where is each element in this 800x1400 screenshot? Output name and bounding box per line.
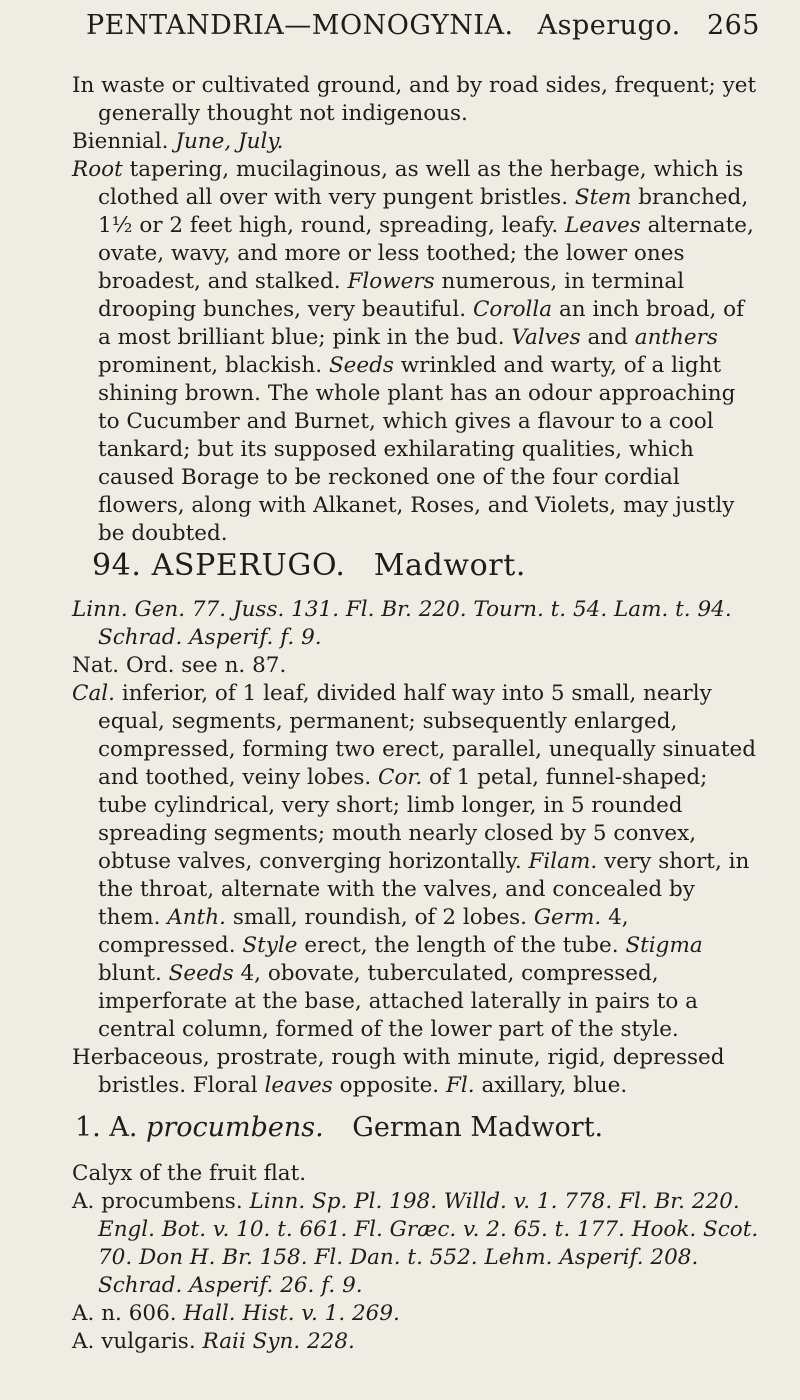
header-genus: Asperugo. <box>537 10 681 41</box>
anthers-text: small, roundish, of 2 lobes. <box>232 905 528 930</box>
genus-habit <box>72 1044 762 1100</box>
seeds-label: Seeds <box>328 353 394 378</box>
filaments-label: Filam. <box>528 849 598 874</box>
style-label: Style <box>242 933 298 958</box>
species-heading <box>75 1112 603 1143</box>
corolla-label: Cor. <box>378 765 423 790</box>
natural-order: Nat. Ord. see n. 87. <box>72 653 287 678</box>
stem-label: Stem <box>574 185 632 210</box>
corolla-text: an inch broad, of a most brilliant blue; pink in the bud. <box>98 297 745 350</box>
species-number: 1. A. <box>75 1112 138 1143</box>
species-name: procumbens. <box>146 1112 324 1143</box>
corolla-text: of 1 petal, funnel-shaped; tube cylindrical, very short; limb longer, in 5 rounded spreading segments; mouth nearly closed by 5 convex, obtuse valves, converging horizontally. <box>98 765 708 874</box>
flowers-label: Flowers <box>347 269 435 294</box>
seeds-text: wrinkled and warty, of a light shining brown. The whole plant has an odour approaching to Cucumber and Burnet, which gives a flavour to a cool tankard; but its supposed exhilarating qualities, which caused Borage to be reckoned one of the four cordial flowers, along with Alkanet, Roses, and Violets, may justly be doubted. <box>98 353 736 546</box>
genus-section <box>72 596 762 1100</box>
calyx-text: inferior, of 1 leaf, divided half way into 5 small, nearly equal, segments, permanent; subsequently enlarged, compressed, forming two erect, parallel, unequally sinuated and toothed, veiny lobes. <box>98 681 756 790</box>
running-title: PENTANDRIA—MONOGYNIA. <box>86 10 514 41</box>
synonym-3 <box>72 1328 762 1356</box>
stem-text: branched, 1½ or 2 feet high, round, spreading, leafy. <box>98 185 749 238</box>
synonym-name: A. n. 606. <box>72 1301 177 1326</box>
germen-text: 4, compressed. <box>98 905 629 958</box>
root-label: Root <box>72 157 123 182</box>
page-header <box>86 10 760 41</box>
seeds-text: 4, obovate, tuberculated, compressed, imperforate at the base, attached laterally in pairs to a central column, formed of the lower part of the style. <box>98 961 698 1042</box>
page-number: 265 <box>706 10 760 41</box>
description-paragraph <box>72 156 762 548</box>
genus-number: 94. <box>92 548 142 583</box>
stigma-text: blunt. <box>98 961 162 986</box>
leaves-text: alternate, ovate, wavy, and more or less toothed; the lower ones broadest, and stalked. <box>98 213 754 294</box>
species-common-name: German Madwort. <box>352 1112 604 1143</box>
species-diagnosis: Calyx of the fruit flat. <box>72 1161 307 1186</box>
valves-text: prominent, blackish. <box>98 353 323 378</box>
stigma-label: Stigma <box>625 933 703 958</box>
synonym-name: A. procumbens. <box>72 1189 243 1214</box>
filaments-text: very short, in the throat, alternate with the valves, and concealed by them. <box>98 849 750 930</box>
habit-opposite: opposite. <box>339 1073 440 1098</box>
species-section <box>72 1160 762 1356</box>
habit-leaves: leaves <box>264 1073 333 1098</box>
duration-paragraph <box>72 128 762 156</box>
genus-heading <box>92 548 526 583</box>
anthers-label: Anth. <box>167 905 226 930</box>
valves-label: Valves <box>511 325 581 350</box>
genus-common-name: Madwort. <box>373 548 526 583</box>
habit-flowers: axillary, blue. <box>481 1073 628 1098</box>
leaves-label: Leaves <box>565 213 641 238</box>
synonym-references: Hall. Hist. v. 1. 269. <box>183 1301 400 1326</box>
flowers-text: numerous, in terminal drooping bunches, very beautiful. <box>98 269 685 322</box>
synonym-name: A. vulgaris. <box>72 1329 196 1354</box>
root-text: tapering, mucilaginous, as well as the herbage, which is clothed all over with very pungent bristles. <box>98 157 744 210</box>
synonym-references: Raii Syn. 228. <box>202 1329 355 1354</box>
synonym-references: Linn. Sp. Pl. 198. Willd. v. 1. 778. Fl. Br. 220. Engl. Bot. v. 10. t. 661. Fl. Græc. v. 2. 65. t. 177. Hook. Scot. 70. Don H. Br. 158. Fl. Dan. t. 552. Lehm. Asperif. 208. Schrad. Asperif. 26. f. 9. <box>98 1189 759 1298</box>
genus-name: ASPERUGO. <box>151 548 346 583</box>
seeds-label: Seeds <box>168 961 234 986</box>
habitat-paragraph: In waste or cultivated ground, and by road sides, frequent; yet generally thought not indigenous. <box>72 73 757 126</box>
germen-label: Germ. <box>533 905 602 930</box>
synonym-2 <box>72 1300 762 1328</box>
genus-references: Linn. Gen. 77. Juss. 131. Fl. Br. 220. Tourn. t. 54. Lam. t. 94. Schrad. Asperif. f. 9. <box>72 597 732 650</box>
anthers-label: anthers <box>634 325 718 350</box>
valves-and: and <box>587 325 628 350</box>
calyx-label: Cal. <box>72 681 115 706</box>
habit-fl-label: Fl. <box>446 1073 475 1098</box>
borage-section <box>72 72 762 548</box>
flowering-time: June, July. <box>175 129 284 154</box>
style-text: erect, the length of the tube. <box>304 933 619 958</box>
duration-label: Biennial. <box>72 129 169 154</box>
generic-characters <box>72 680 762 1044</box>
habit-text: Herbaceous, prostrate, rough with minute, rigid, depressed bristles. Floral <box>72 1045 725 1098</box>
synonym-1 <box>72 1188 762 1300</box>
corolla-label: Corolla <box>472 297 553 322</box>
